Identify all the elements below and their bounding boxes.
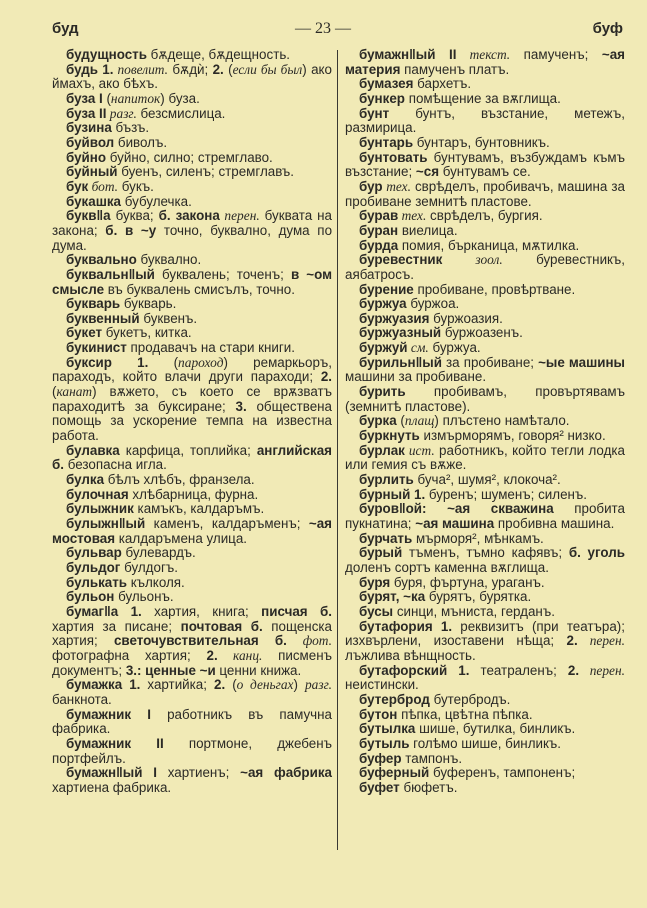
entry-translation: сврѣделъ, бургия. <box>426 208 543 224</box>
entry-translation: продавачъ на стари книги. <box>126 340 295 356</box>
entry-headword: букв‖а <box>66 208 111 224</box>
dictionary-entry <box>345 297 625 312</box>
dictionary-entry <box>345 180 625 209</box>
dictionary-entry <box>345 239 625 254</box>
entry-headword: ~ые машины <box>538 354 625 370</box>
entry-translation: бучa², шумя², клокоча². <box>413 472 561 488</box>
dictionary-entry <box>52 576 332 591</box>
entry-headword: бумажн‖ый I <box>66 765 157 781</box>
entry-label: ист. <box>404 442 435 458</box>
entry-label: повелит. <box>113 61 168 77</box>
entry-headword: ~ая машина <box>415 516 495 531</box>
entry-translation: бутербродъ. <box>429 691 511 707</box>
entry-translation: помия, бърканица, мѫтилка. <box>398 237 580 253</box>
dictionary-entry <box>345 341 625 356</box>
entry-headword: бунт <box>359 105 390 121</box>
dictionary-entry <box>52 502 332 517</box>
entry-headword: бурда <box>359 237 399 253</box>
dictionary-entry <box>345 781 625 796</box>
dictionary-entry <box>52 253 332 268</box>
entry-headword: бурчать <box>359 530 413 546</box>
entry-headword: 2. <box>567 662 580 678</box>
entry-headword: буржуазный <box>359 325 442 341</box>
entry-translation: шише, бутилка, бинликъ. <box>415 721 576 737</box>
entry-translation: бунтувамъ, възбуждамъ къмъ възстание; <box>345 149 625 180</box>
entry-label: разг. <box>106 105 137 121</box>
entry-headword: буквенный <box>66 310 140 326</box>
entry-headword: булькать <box>66 574 128 590</box>
entry-translation: бульонъ. <box>114 589 174 605</box>
entry-translation: ) ако ймахъ, ако бѣхъ. <box>52 61 332 92</box>
entry-headword: бутафория 1. <box>359 618 453 634</box>
dictionary-entry <box>52 517 332 546</box>
entry-headword: букет <box>66 325 103 341</box>
entry-label: разг. <box>304 677 332 693</box>
dictionary-entry <box>52 605 332 678</box>
entry-translation: фотографна хартия; <box>52 647 207 663</box>
entry-translation: ) ремаркьоръ, параходъ, който влачи други параходи; <box>52 354 332 385</box>
entry-translation: ) <box>293 677 305 693</box>
entry-translation: булевардъ. <box>121 545 196 561</box>
entry-translation: хартия за писане; <box>52 618 181 634</box>
entry-headword: бутерброд <box>359 691 430 707</box>
entry-translation: бурятъ, бурятка. <box>425 589 532 605</box>
entry-translation: измърморямъ, говоря² низко. <box>419 428 606 444</box>
dictionary-entry <box>52 209 332 253</box>
entry-translation: ) плъстено намѣтало. <box>434 413 570 429</box>
entry-translation: букъ. <box>118 178 154 194</box>
entry-translation: хартиена фабрика. <box>52 779 172 795</box>
entry-headword: буйный <box>66 164 118 180</box>
entry-translation: бархетъ. <box>413 76 472 92</box>
dictionary-entry <box>52 488 332 503</box>
entry-label: перен. <box>577 633 625 649</box>
guide-word-right: буф <box>592 20 623 37</box>
dictionary-entry <box>345 77 625 92</box>
dictionary-entry <box>52 297 332 312</box>
entry-headword: 2. <box>214 677 226 693</box>
entry-headword: буря <box>359 574 391 590</box>
entry-translation: буференъ, тампоненъ; <box>429 765 576 781</box>
dictionary-entry <box>345 444 625 473</box>
entry-headword: б. в ~у <box>105 222 157 238</box>
entry-headword: 3. <box>235 398 247 414</box>
entry-translation: бубулечка. <box>121 193 192 209</box>
entry-headword: бурение <box>359 281 414 297</box>
entry-translation: биволъ. <box>114 134 168 150</box>
dictionary-entry <box>52 180 332 195</box>
entry-headword: будущность <box>66 47 147 62</box>
entry-headword: буржуа <box>359 296 407 312</box>
entry-translation: портмоне, джебенъ портфейлъ. <box>52 735 332 766</box>
dictionary-entry <box>345 283 625 298</box>
entry-label: напиток <box>110 90 161 106</box>
entry-headword: бур <box>359 178 383 194</box>
entry-translation: бюфетъ. <box>399 779 458 795</box>
entry-headword: ~ся <box>415 164 440 180</box>
entry-translation: бунтувамъ се. <box>439 164 531 180</box>
entry-translation: пробивамъ, провъртявамъ (земнитѣ пластове). <box>345 384 625 414</box>
entry-translation: буенъ, силенъ; стремглавъ. <box>117 164 295 180</box>
entry-label: канц. <box>217 647 263 663</box>
dictionary-entry <box>52 444 332 473</box>
entry-translation: сврѣделъ, пробивачъ, машина за пробиване земнитѣ пластове. <box>345 178 625 209</box>
entry-label: тех. <box>398 208 427 224</box>
entry-headword: букинист <box>66 340 127 356</box>
dictionary-entry <box>345 722 625 737</box>
entry-headword: бурлак <box>359 442 405 458</box>
dictionary-entry <box>52 561 332 576</box>
entry-translation: бъзъ. <box>111 120 150 136</box>
entry-headword: бумажн‖ый II <box>359 47 457 62</box>
dictionary-entry <box>345 502 625 531</box>
dictionary-entry <box>52 678 332 707</box>
entry-headword: бульдог <box>66 559 121 575</box>
entry-translation: буйно, силно; стремглаво. <box>106 149 273 165</box>
entry-translation: памученъ платъ. <box>400 61 510 77</box>
entry-label: пароход <box>178 354 224 370</box>
entry-headword: бук <box>66 178 89 194</box>
entry-headword: бунтарь <box>359 134 414 150</box>
entry-headword: буркнуть <box>359 428 420 444</box>
dictionary-entry <box>52 48 332 63</box>
dictionary-entry <box>52 195 332 210</box>
entry-headword: бурый <box>359 545 403 561</box>
dictionary-entry <box>345 605 625 620</box>
entry-translation: тъменъ, тъмно кафявъ; <box>402 545 569 561</box>
entry-translation: бѣлъ хлѣбъ, франзела. <box>104 472 255 488</box>
entry-label: канат <box>56 384 93 400</box>
entry-translation: работникъ, който тегли лодка или гемия съ вѫже. <box>345 442 626 473</box>
entry-translation: булдогъ. <box>120 559 178 575</box>
entry-translation: буржуа. <box>428 340 481 356</box>
entry-translation: буква; <box>110 208 159 224</box>
entry-headword: б. уголь <box>568 545 625 561</box>
entry-translation: буквално. <box>136 252 202 268</box>
entry-headword: бульвар <box>66 545 122 561</box>
entry-translation: мърморя², мѣнкамъ. <box>412 530 544 546</box>
entry-label: перен. <box>579 662 625 678</box>
entry-label: если бы был <box>232 61 303 77</box>
dictionary-entry <box>52 341 332 356</box>
dictionary-entry <box>345 356 625 385</box>
dictionary-entry <box>345 414 625 429</box>
entry-translation: неистински. <box>345 677 419 693</box>
dictionary-entry <box>345 532 625 547</box>
dictionary-entry <box>52 737 332 766</box>
entry-headword: булавка <box>66 442 120 458</box>
entry-headword: бурить <box>359 384 406 400</box>
dictionary-entry <box>52 136 332 151</box>
entry-label: текст. <box>456 47 511 62</box>
dictionary-entry <box>52 708 332 737</box>
right-column <box>345 48 625 795</box>
dictionary-entry <box>345 385 625 414</box>
entry-translation: работникъ въ памучна фабрика. <box>52 706 332 737</box>
dictionary-entry <box>345 693 625 708</box>
entry-headword: буферный <box>359 765 430 781</box>
entry-headword: в ~ом смысле <box>52 266 332 297</box>
entry-translation: ) буза. <box>160 90 200 106</box>
entry-headword: буржуй <box>359 340 408 356</box>
entry-headword: бузина <box>66 120 112 136</box>
entry-headword: буза I <box>66 90 103 106</box>
entry-translation: точно, буквално, дума по дума. <box>52 222 333 253</box>
entry-headword: буржуазия <box>359 310 430 326</box>
entry-translation: ( <box>148 354 179 370</box>
entry-translation: синци, мъниста, герданъ. <box>393 603 555 619</box>
entry-headword: буран <box>359 222 399 238</box>
dictionary-entry <box>52 92 332 107</box>
entry-translation: бунтъ, възстание, метежъ, размирица. <box>345 105 625 136</box>
entry-translation: театраленъ; <box>469 662 568 678</box>
entry-headword: 2. <box>212 61 224 77</box>
entry-headword: бунтовать <box>359 149 428 165</box>
entry-headword: бусы <box>359 603 394 619</box>
dictionary-entry <box>345 429 625 444</box>
entry-headword: бурав <box>359 208 399 224</box>
entry-headword: бутон <box>359 706 398 722</box>
entry-translation: буквата на закона; <box>52 208 332 238</box>
dictionary-entry <box>345 752 625 767</box>
entry-headword: булыжн‖ый <box>66 516 146 531</box>
dictionary-entry <box>345 488 625 503</box>
entry-headword: буйно <box>66 149 107 165</box>
entry-headword: буйвол <box>66 134 115 150</box>
entry-headword: 2. <box>320 369 332 385</box>
entry-headword: бурильн‖ый <box>359 354 442 370</box>
entry-translation: буквенъ. <box>139 310 198 326</box>
entry-headword: буквальн‖ый <box>66 266 155 282</box>
entry-label: фот. <box>286 633 332 649</box>
entry-translation: безопасна игла. <box>64 457 167 473</box>
entry-translation: ( <box>102 90 111 106</box>
entry-translation: ( <box>223 61 233 77</box>
entry-label: см. <box>407 340 429 356</box>
entry-translation: ( <box>225 677 237 693</box>
entry-headword: бутафорский 1. <box>359 662 470 678</box>
entry-translation: буржоазенъ. <box>441 325 523 341</box>
dictionary-entry <box>345 224 625 239</box>
entry-translation: пробиване, провѣртване. <box>413 281 576 297</box>
entry-translation: писменъ документъ; <box>52 647 332 678</box>
entry-translation: буржоа. <box>406 296 460 312</box>
entry-headword: бурный 1. <box>359 486 426 502</box>
dictionary-entry <box>52 151 332 166</box>
dictionary-entry <box>52 107 332 122</box>
dictionary-entry <box>345 253 625 282</box>
entry-translation: камъкъ, калдаръмъ. <box>133 501 265 517</box>
dictionary-entry <box>345 326 625 341</box>
entry-headword: б. закона <box>158 208 220 224</box>
entry-headword: букварь <box>66 296 121 312</box>
entry-translation: ценни книжа. <box>215 662 302 678</box>
dictionary-entry <box>345 92 625 107</box>
entry-headword: ~ая мостовая <box>52 516 332 546</box>
entry-translation: хартия, книга; <box>141 603 262 619</box>
entry-headword: бурят, ~ка <box>359 589 426 605</box>
entry-headword: 3.: ценные ~и <box>125 662 216 678</box>
entry-translation: букварь. <box>120 296 177 312</box>
guide-word-left: буд <box>52 20 79 37</box>
entry-label: о деньгах <box>236 677 294 693</box>
dictionary-entry <box>345 620 625 664</box>
entry-translation: ( <box>52 384 57 400</box>
entry-headword: буквально <box>66 252 137 268</box>
entry-translation: буря, фъртуна, ураганъ. <box>390 574 545 590</box>
dictionary-entry <box>345 48 625 77</box>
entry-translation: хартийка; <box>140 677 214 693</box>
entry-headword: писчая б. <box>261 603 332 619</box>
entry-translation: хлѣбарница, фурна. <box>128 486 259 502</box>
dictionary-entry <box>52 356 332 444</box>
entry-translation: бѫдеще, бѫдещность. <box>146 47 291 62</box>
entry-translation: букетъ, китка. <box>102 325 192 341</box>
entry-label: бот. <box>88 178 119 194</box>
entry-headword: будь 1. <box>66 61 114 77</box>
entry-headword: ~ая фабрика <box>240 765 332 781</box>
entry-headword: бутыль <box>359 735 410 751</box>
entry-translation: въ буквалень смисълъ, точно. <box>104 281 295 297</box>
entry-translation: доленъ сортъ каменна вѫглища. <box>345 559 549 575</box>
dictionary-entry <box>52 165 332 180</box>
entry-headword: буксир 1. <box>66 354 149 370</box>
entry-translation: пробита пукнатина; <box>345 501 625 531</box>
dictionary-entry <box>52 546 332 561</box>
column-divider <box>337 50 338 850</box>
dictionary-entry <box>345 136 625 151</box>
entry-headword: буров‖ой: ~ая скважина <box>359 501 554 517</box>
left-column <box>52 48 332 795</box>
entry-label: плащ <box>404 413 435 429</box>
dictionary-entry <box>345 107 625 136</box>
dictionary-entry <box>345 151 625 180</box>
entry-translation: лъжлива вѣнщность. <box>345 647 476 663</box>
dictionary-entry <box>52 473 332 488</box>
entry-headword: бумаг‖а 1. <box>66 603 142 619</box>
dictionary-entry <box>345 473 625 488</box>
entry-headword: букашка <box>66 193 122 209</box>
dictionary-entry <box>345 312 625 327</box>
entry-headword: ~ая материя <box>345 47 625 77</box>
entry-translation: реквизитъ (при театъра); изхвърлени, изоставени нѣща; <box>345 618 625 649</box>
entry-translation: каменъ, калдаръменъ; <box>145 516 309 531</box>
entry-translation: ( <box>396 413 405 429</box>
entry-headword: буза II <box>66 105 107 121</box>
entry-headword: булка <box>66 472 105 488</box>
dictionary-entry <box>345 737 625 752</box>
dictionary-entry <box>52 312 332 327</box>
entry-translation: безсмислица. <box>136 105 226 121</box>
entry-translation: ) вѫжето, съ което се врѫзватъ параходитѣ за буксиране; <box>52 384 332 414</box>
entry-translation: буревестникъ, аябатросъ. <box>345 252 625 282</box>
dictionary-entry <box>52 326 332 341</box>
dictionary-entry <box>52 268 332 297</box>
entry-headword: бумазея <box>359 76 414 92</box>
entry-translation: буренъ; шуменъ; силенъ. <box>425 486 588 502</box>
entry-headword: светочувствительная б. <box>113 633 287 649</box>
entry-headword: 2. <box>566 633 578 649</box>
entry-headword: бурлить <box>359 472 414 488</box>
dictionary-entry <box>345 766 625 781</box>
entry-translation: за пробиване; <box>441 354 539 370</box>
entry-translation: пощенска хартия; <box>52 618 332 649</box>
entry-headword: бульон <box>66 589 115 605</box>
entry-translation: помѣщение за вѫглища. <box>404 90 561 106</box>
entry-translation: обществена помощь за ускорение темпа на известна работа. <box>52 398 333 444</box>
dictionary-entry <box>345 590 625 605</box>
page-number: — 23 — <box>295 20 351 37</box>
entry-translation: буквалень; точенъ; <box>154 266 291 282</box>
entry-translation: голѣмо шише, бинликъ. <box>409 735 561 751</box>
dictionary-entry <box>52 590 332 605</box>
dictionary-entry <box>52 766 332 795</box>
entry-translation: виелица. <box>398 222 458 238</box>
entry-translation: буржоазия. <box>429 310 503 326</box>
entry-translation: пѣпка, цвѣтна пѣпка. <box>397 706 533 722</box>
entry-headword: бункер <box>359 90 405 106</box>
entry-headword: булочная <box>66 486 129 502</box>
entry-translation: калдаръмена улица. <box>115 530 248 546</box>
entry-translation: кълколя. <box>127 574 185 590</box>
entry-headword: английская б. <box>52 442 332 473</box>
entry-translation: банкнота. <box>52 691 112 707</box>
dictionary-entry <box>345 708 625 723</box>
entry-headword: бурка <box>359 413 397 429</box>
entry-translation: карфица, топлийка; <box>119 442 257 458</box>
dictionary-entry <box>52 63 332 92</box>
entry-headword: бутылка <box>359 721 416 737</box>
entry-headword: буревестник <box>359 252 443 268</box>
entry-headword: булыжник <box>66 501 134 517</box>
entry-headword: бумажник II <box>66 735 164 751</box>
entry-headword: бумажник I <box>66 706 151 722</box>
entry-label: тех. <box>382 178 411 194</box>
entry-translation: машини за пробиване. <box>345 369 487 385</box>
entry-translation: бунтаръ, бунтовникъ. <box>413 134 550 150</box>
entry-headword: буфет <box>359 779 400 795</box>
entry-headword: 2. <box>206 647 218 663</box>
entry-translation: памученъ; <box>510 47 602 62</box>
dictionary-entry <box>345 576 625 591</box>
entry-headword: буфер <box>359 750 402 766</box>
entry-translation: пробивна машина. <box>494 516 615 531</box>
entry-translation: бѫдѝ; <box>168 61 213 77</box>
entry-headword: бумажка 1. <box>66 677 141 693</box>
dictionary-entry <box>345 209 625 224</box>
dictionary-entry <box>52 121 332 136</box>
dictionary-entry <box>345 546 625 575</box>
entry-label: зоол. <box>442 252 503 268</box>
entry-headword: почтовая б. <box>180 618 263 634</box>
dictionary-entry <box>345 664 625 693</box>
entry-translation: хартиенъ; <box>156 765 241 781</box>
entry-label: перен. <box>219 208 260 224</box>
entry-translation: тампонъ. <box>401 750 463 766</box>
